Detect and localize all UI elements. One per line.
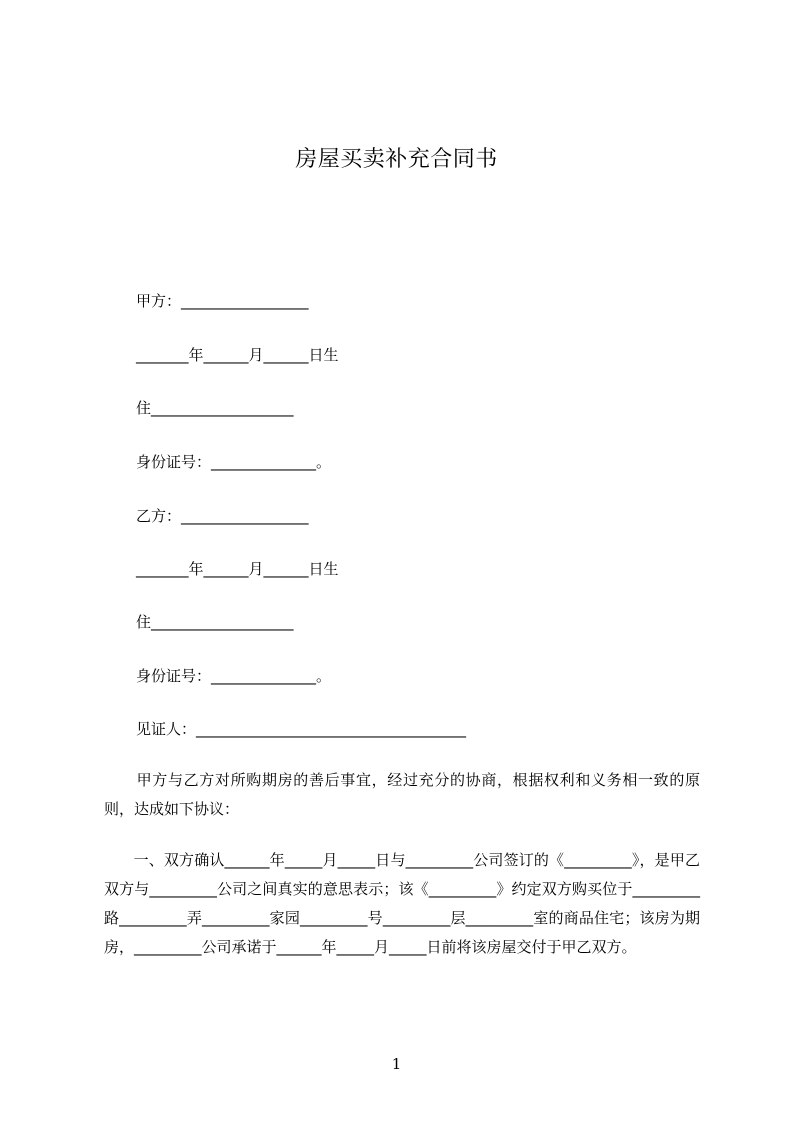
party-a-label: 甲方：_________________ [136, 292, 309, 310]
party-b-address: 住___________________ [136, 613, 294, 631]
page-number: 1 [391, 1055, 402, 1073]
party-b-id-number: 身份证号：______________。 [136, 667, 332, 685]
document-title: 房屋买卖补充合同书 [295, 147, 498, 172]
party-a-address: 住___________________ [136, 399, 294, 417]
party-a-id-number: 身份证号：______________。 [136, 453, 332, 471]
intro-paragraph: 甲方与乙方对所购期房的善后事宜，经过充分的协商，根据权利和义务相一致的原则，达成如下协议： [104, 771, 700, 818]
party-a-birth-date: _______年______月______日生 [136, 346, 339, 364]
party-b-birth-date: _______年______月______日生 [136, 560, 339, 578]
witness-line: 见证人：____________________________________ [136, 720, 467, 738]
clause-1-paragraph: 一、双方确认______年_____月_____日与_________公司签订的《_________》，是甲乙双方与_________公司之间真实的意思表示；该《_________》约定双方购买位于_________路_________弄_________家园_________号_________层_________室的商品住宅；该房为期房，_________公司承诺于______年_____月_____日前将该房屋交付于甲乙双方。 [104, 851, 700, 956]
party-b-label: 乙方：_________________ [136, 507, 309, 525]
